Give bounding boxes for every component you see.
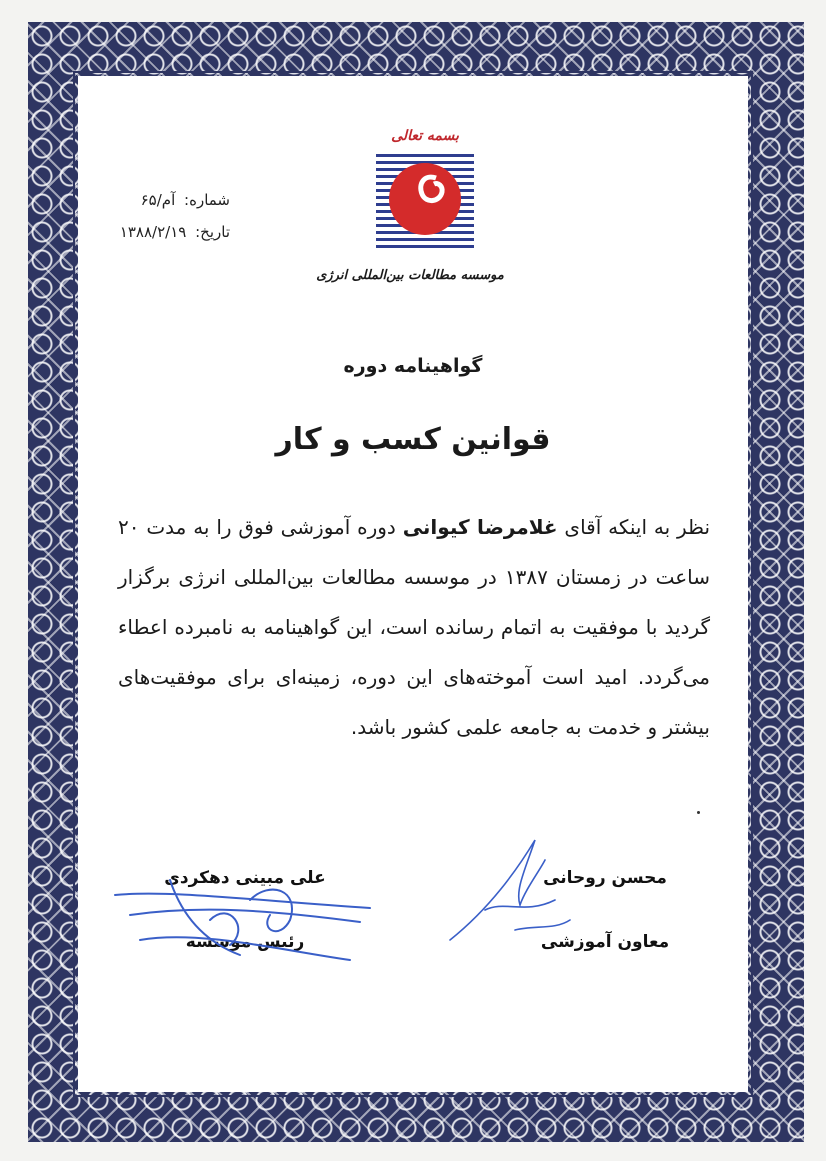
handwritten-signature-right: [445, 830, 575, 950]
reference-meta: [10, 184, 230, 248]
body-text: دوره آموزشی فوق را به مدت ۲۰ ساعت در زمستان ۱۳۸۷ در موسسه مطالعات بین‌المللی انرژی برگزار گردید با موفقیت به اتمام رسانده است، این گواهینامه به نامبرده اعطاء می‌گردد. امید است آموخته‌های این دوره، زمینه‌ای برای موفقیت‌های بیشتر و خدمت به جامعه علمی کشور باشد.: [118, 515, 710, 739]
date-label: تاریخ:: [195, 223, 230, 241]
recipient-name: غلامرضا کیوانی: [402, 515, 558, 539]
certificate-body: [118, 502, 710, 752]
body-intro: نظر به اینکه آقای: [564, 515, 711, 539]
bismillah-heading: بسمه تعالی: [391, 128, 459, 144]
handwritten-signature-left: [110, 860, 380, 970]
number-value: آم/۶۵: [140, 191, 176, 209]
number-row: [10, 184, 230, 216]
stray-dot: [697, 811, 700, 814]
number-label: شماره:: [184, 191, 230, 209]
right-signatory-role: معاون آموزشی: [540, 932, 670, 952]
certificate-subtitle: گواهینامه دوره: [343, 355, 483, 377]
institute-logo: [376, 152, 474, 248]
course-title: قوانین کسب و کار: [275, 422, 551, 457]
left-signatory-name: علی مبینی دهکردی: [164, 868, 326, 888]
institute-name: موسسه مطالعات بین‌المللی انرژی: [316, 268, 504, 283]
date-value: ۱۳۸۸/۲/۱۹: [119, 223, 187, 241]
date-row: [10, 216, 230, 248]
left-signatory-role: رئیس موسسه: [185, 932, 305, 952]
right-signatory-name: محسن روحانی: [543, 868, 667, 888]
